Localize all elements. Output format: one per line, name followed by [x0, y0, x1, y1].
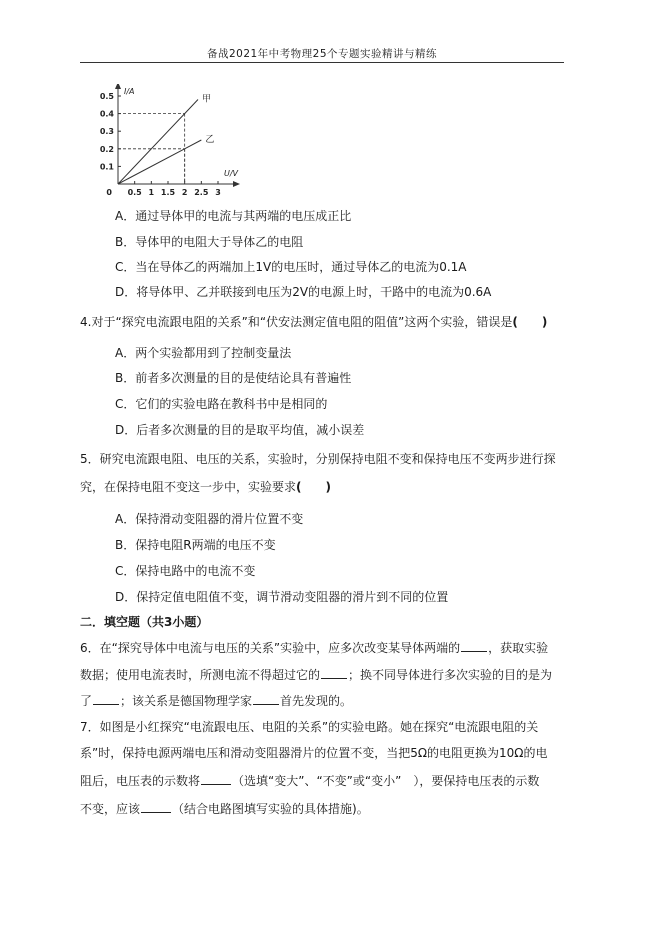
- q6-text-1b: ，获取实验: [488, 641, 549, 655]
- series-label-1: 乙: [205, 135, 215, 145]
- q6-line2: [80, 666, 570, 684]
- q5-option-c: C．保持电路中的电流不变: [115, 564, 256, 578]
- q3-option-d: D．将导体甲、乙并联接到电压为2V的电源上时，干路中的电流为0.6A: [115, 285, 492, 299]
- y-axis-arrow: [115, 84, 121, 89]
- q4-stem: [80, 314, 570, 331]
- q4-answer-paren: ( ): [512, 315, 548, 329]
- q6-text-3b: ；该关系是德国物理学家: [120, 694, 253, 708]
- q4-option-d: D．后者多次测量的目的是取平均值，减小误差: [115, 423, 365, 437]
- q7-line3: [80, 772, 570, 790]
- x-tick-label: 2: [181, 188, 188, 196]
- header-divider: [80, 62, 564, 63]
- q6-blank-4[interactable]: [253, 692, 279, 705]
- q6-line1: [80, 639, 570, 657]
- q3-option-c: C．当在导体乙的两端加上1V的电压时，通过导体乙的电流为0.1A: [115, 260, 467, 274]
- y-axis-label: I/A: [124, 87, 135, 96]
- q4-option-a: A．两个实验都用到了控制变量法: [115, 346, 292, 360]
- q6-text-1a: 6．在“探究导体中电流与电压的关系”实验中，应多次改变某导体两端的: [80, 641, 461, 655]
- q5-stem-text: 究，在保持电阻不变这一步中，实验要求: [80, 480, 297, 494]
- q7-text-4a: 不变，应该: [80, 802, 141, 816]
- q3-option-a: A．通过导体甲的电流与其两端的电压成正比: [115, 209, 352, 223]
- section-fill-in-title: 二．填空题（共3小题）: [80, 615, 209, 629]
- series-label-0: 甲: [202, 94, 212, 105]
- y-tick-label: 0.4: [99, 109, 114, 119]
- q5-answer-paren: ( ): [296, 480, 331, 494]
- q4-stem-text: 4.对于“探究电流跟电阻的关系”和“伏安法测定值电阻的阻值”这两个实验，错误是: [80, 315, 513, 329]
- q7-text-3a: 阻后，电压表的示数将: [80, 774, 201, 788]
- q6-line3: [80, 692, 570, 710]
- y-tick-label: 0.3: [99, 127, 114, 137]
- q4-option-c: C．它们的实验电路在教科书中是相同的: [115, 397, 328, 411]
- series-line-1: [118, 140, 201, 184]
- q7-blank-1[interactable]: [201, 772, 231, 785]
- series-line-0: [118, 100, 198, 184]
- origin-label: 0: [106, 188, 112, 196]
- x-tick-label: 0.5: [127, 188, 142, 196]
- q7-line4: [80, 800, 570, 818]
- q6-text-2b: ；换不同导体进行多次实验的目的是为: [348, 668, 553, 682]
- q6-text-3c: 首先发现的。: [280, 694, 353, 708]
- q5-option-d: D．保持定值电阻值不变，调节滑动变阻器的滑片到不同的位置: [115, 590, 449, 604]
- current-voltage-graph: [96, 84, 246, 196]
- x-tick-label: 1: [148, 188, 155, 196]
- q7-text-3b: （选填“变大”、“不变”或“变小” ），要保持电压表的示数: [232, 774, 540, 788]
- x-tick-label: 3: [215, 188, 221, 196]
- q6-blank-3[interactable]: [93, 692, 119, 705]
- q6-blank-1[interactable]: [461, 639, 487, 652]
- q5-stem-line1: 5．研究电流跟电阻、电压的关系，实验时，分别保持电阻不变和保持电压不变两步进行探: [80, 452, 556, 466]
- q5-option-b: B．保持电阻R两端的电压不变: [115, 538, 276, 552]
- q5-stem-line2: [80, 479, 570, 496]
- q3-option-b: B．导体甲的电阻大于导体乙的电阻: [115, 235, 304, 249]
- page-header: 备战2021年中考物理25个专题实验精讲与精练: [206, 48, 438, 60]
- q5-option-a: A．保持滑动变阻器的滑片位置不变: [115, 512, 304, 526]
- q6-blank-2[interactable]: [321, 666, 347, 679]
- q7-line1: 7．如图是小红探究“电流跟电压、电阻的关系”的实验电路。她在探究“电流跟电阻的关: [80, 720, 539, 734]
- q7-blank-2[interactable]: [141, 800, 171, 813]
- y-tick-label: 0.5: [99, 92, 114, 101]
- q6-text-3a: 了: [80, 694, 93, 708]
- q7-line2: 系”时，保持电源两端电压和滑动变阻器滑片的位置不变，当把5Ω的电阻更换为10Ω的电: [80, 746, 548, 760]
- q4-option-b: B．前者多次测量的目的是使结论具有普遍性: [115, 371, 352, 385]
- y-tick-label: 0.1: [99, 162, 114, 172]
- q6-text-2a: 数据；使用电流表时，所测电流不得超过它的: [80, 668, 321, 682]
- q7-text-4b: （结合电路图填写实验的具体措施)。: [172, 802, 369, 816]
- x-tick-label: 1.5: [160, 188, 176, 196]
- x-axis-label: U/V: [224, 169, 239, 178]
- y-tick-label: 0.2: [99, 144, 114, 154]
- x-tick-label: 2.5: [194, 188, 209, 196]
- x-axis-arrow: [233, 181, 240, 187]
